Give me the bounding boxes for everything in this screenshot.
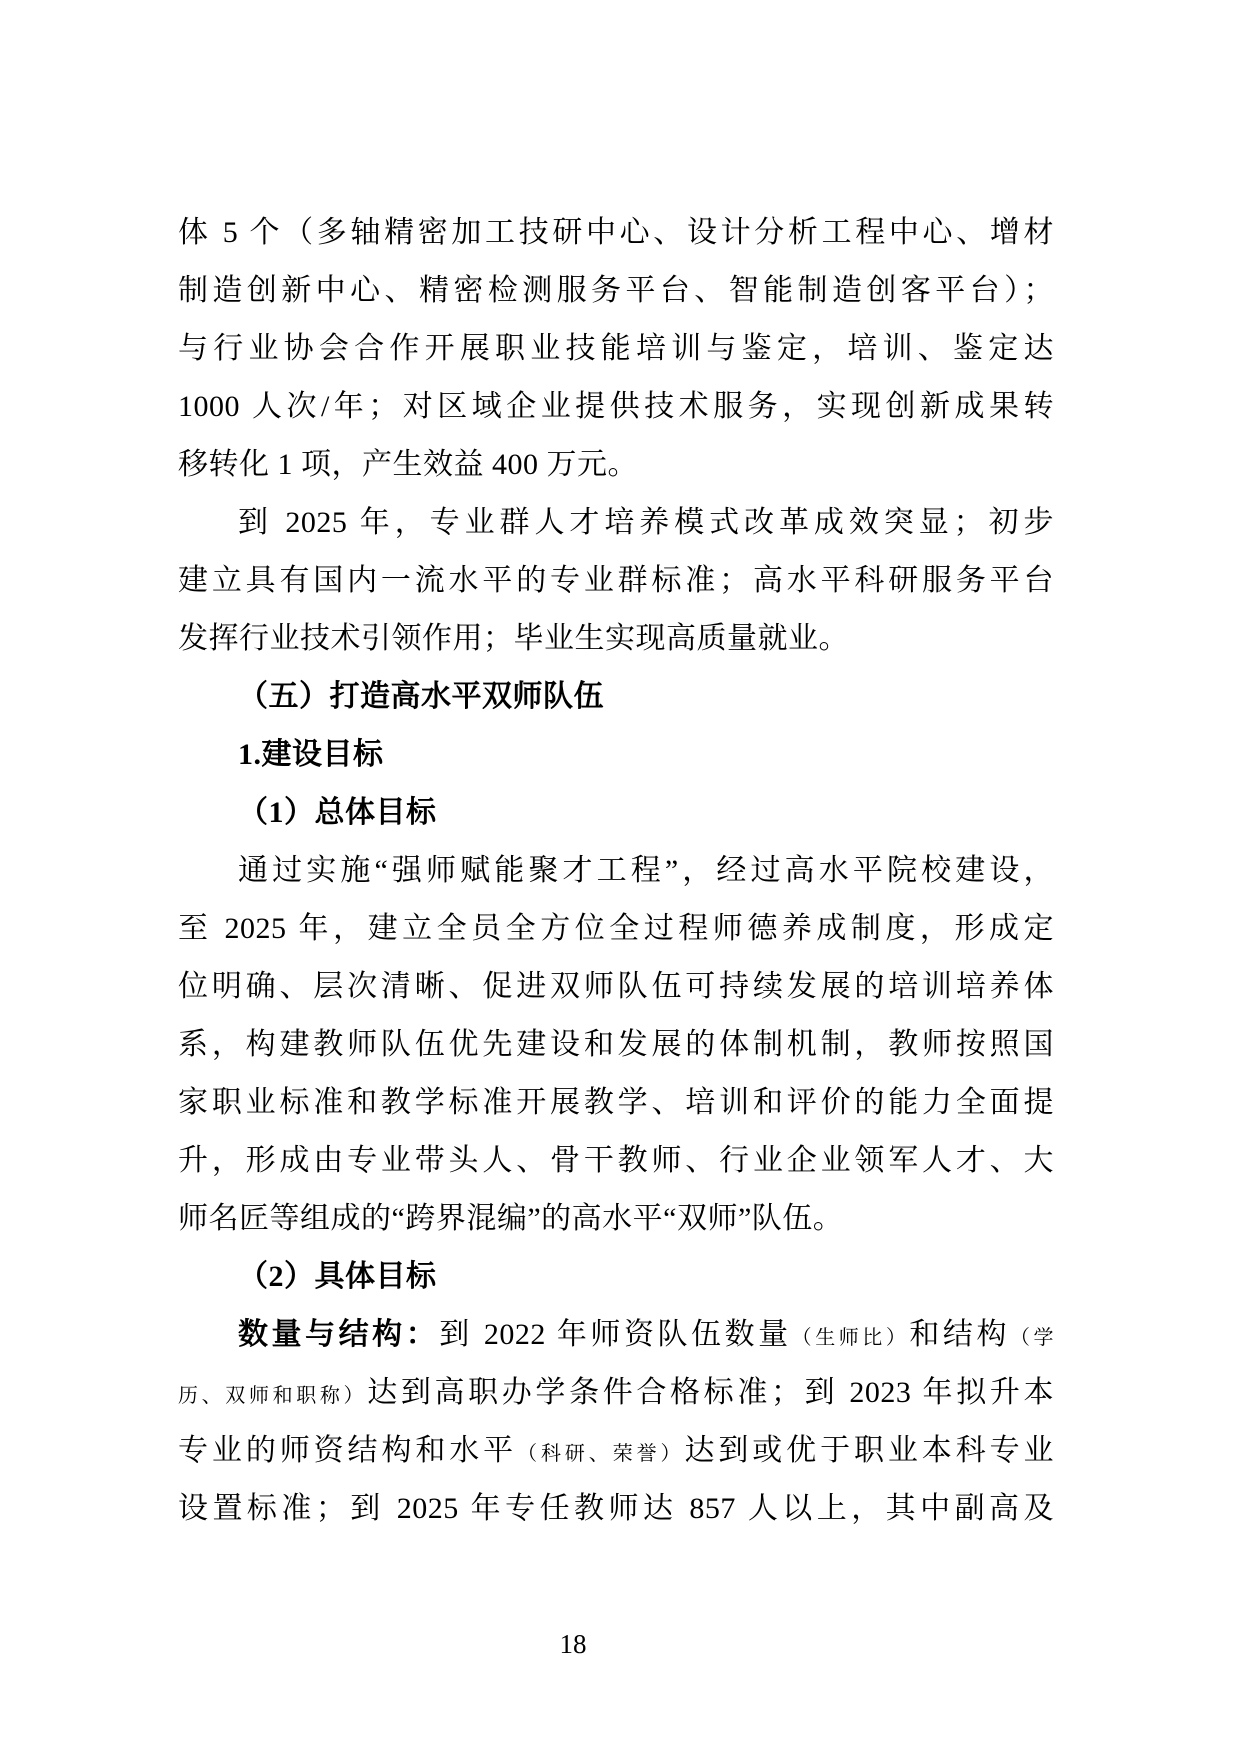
text-segment: 体 5 个（多轴精密加工技研中心、设计分析工程中心、增材 [178,216,1054,249]
heading-1-1-overall-goal [178,784,1054,842]
text-line [178,1422,1054,1480]
text-line [178,1132,1054,1190]
text-segment: （学 [1009,1327,1054,1349]
text-segment: 设置标准；到 2025 年专任教师达 857 人以上，其中副高及 [178,1492,1054,1525]
text-line [178,320,1054,378]
text-segment: 到 2022 年师资队伍数量 [439,1318,792,1351]
text-segment: （科研、荣誉） [517,1443,685,1465]
text-segment: 历、双师和职称） [178,1385,368,1407]
text-segment: 升，形成由专业带头人、骨干教师、行业企业领军人才、大 [178,1144,1054,1177]
text-line [178,1016,1054,1074]
text-line [178,1480,1054,1538]
text-line [178,842,1054,900]
text-line [178,1306,1054,1364]
text-line [178,1364,1054,1422]
text-segment: 1.建设目标 [238,738,384,771]
text-segment: 达到或优于职业本科专业 [684,1434,1054,1467]
text-segment: 至 2025 年，建立全员全方位全过程师德养成制度，形成定 [178,912,1054,945]
text-line [178,958,1054,1016]
text-segment: 数量与结构： [238,1318,440,1351]
text-segment: 专业的师资结构和水平 [178,1434,518,1467]
text-line [178,900,1054,958]
page-number: 18 [559,1629,587,1659]
text-line [178,262,1054,320]
text-line [178,552,1054,610]
text-segment: 系，构建教师队伍优先建设和发展的体制机制，教师按照国 [178,1028,1054,1061]
text-line [178,610,1054,668]
text-segment: 师名匠等组成的“跨界混编”的高水平“双师”队伍。 [178,1202,844,1235]
text-segment: 家职业标准和教学标准开展教学、培训和评价的能力全面提 [178,1086,1054,1119]
text-segment: 位明确、层次清晰、促进双师队伍可持续发展的培训培养体 [178,970,1054,1003]
heading-2-2-specific-goal [178,1248,1054,1306]
text-segment: （生师比） [791,1327,910,1349]
text-block [178,204,1054,1538]
text-segment: 发挥行业技术引领作用；毕业生实现高质量就业。 [178,622,849,655]
text-segment: 1000 人次/年；对区域企业提供技术服务，实现创新成果转 [178,390,1054,423]
heading-section-5 [178,668,1054,726]
text-line [178,378,1054,436]
text-segment: 达到高职办学条件合格标准；到 2023 年拟升本 [367,1376,1054,1409]
text-segment: 制造创新中心、精密检测服务平台、智能制造创客平台）； [178,274,1054,307]
text-segment: 建立具有国内一流水平的专业群标准；高水平科研服务平台 [178,564,1054,597]
text-segment: 到 2025 年，专业群人才培养模式改革成效突显；初步 [238,506,1054,539]
text-segment: 通过实施“强师赋能聚才工程”，经过高水平院校建设， [238,854,1054,887]
text-line [178,1074,1054,1132]
text-line [178,494,1054,552]
text-segment: （2）具体目标 [238,1260,437,1293]
text-line [178,1190,1054,1248]
text-line [178,436,1054,494]
text-line [178,204,1054,262]
text-segment: （1）总体目标 [238,796,437,829]
text-segment: 与行业协会合作开展职业技能培训与鉴定，培训、鉴定达 [178,332,1054,365]
text-segment: （五）打造高水平双师队伍 [238,680,604,713]
heading-1-construction-goals [178,726,1054,784]
text-segment: 移转化 1 项，产生效益 400 万元。 [178,448,638,481]
text-segment: 和结构 [909,1318,1010,1351]
